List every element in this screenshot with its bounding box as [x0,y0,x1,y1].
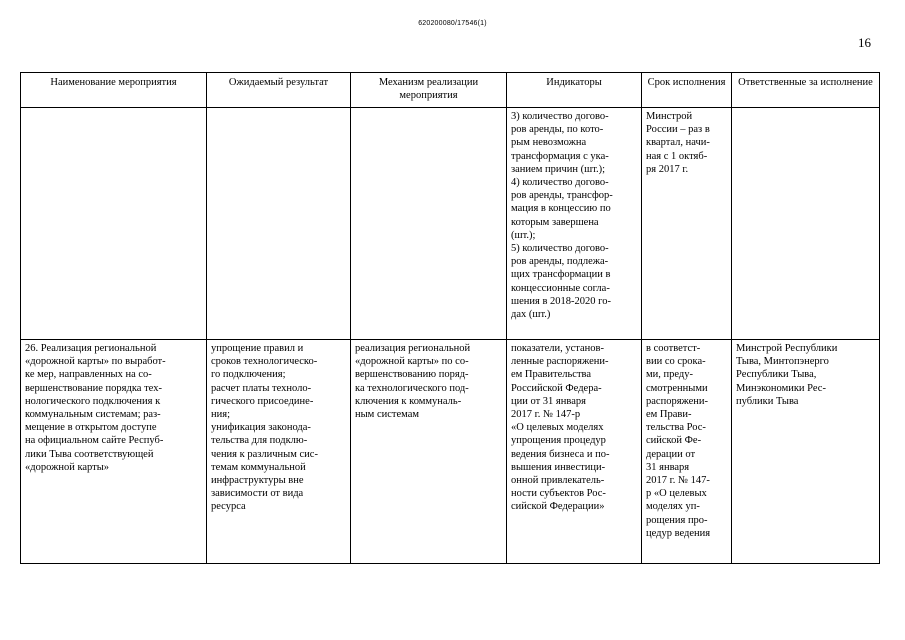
cell-text-line: нологического подключения к [25,395,161,407]
cell-text-line: на официальном сайте Респуб- [25,435,164,447]
cell-text-line: концессионные согла- [511,282,610,294]
cell-text-line: р «О целевых [646,488,707,500]
cell-text-line: Минстрой Республики [736,343,838,354]
cell-text-line: квартал, начи- [646,137,710,149]
cell-text-line: ресурса [211,501,246,513]
cell-text-line: цедур ведения [646,527,711,539]
cell-text-line: дах (шт.) [511,309,551,321]
cell-deadline [642,340,732,564]
cell-text-line: мация в концессию по [511,203,611,215]
cell-text-line: которым завершена [511,216,599,228]
cell-text-line: чения к различным сис- [211,448,318,460]
cell-text-line: ведения бизнеса и по- [511,448,610,460]
column-header-measure-name: Наименование мероприятия [21,73,207,108]
cell-responsible [732,108,880,340]
cell-text-line: сроков технологическо- [211,356,318,368]
cell-text-line: щих трансформации в [511,269,611,281]
cell-text-line: 31 января [646,461,690,473]
column-header-responsible: Ответственные за исполнение [732,73,880,108]
cell-text-line: ции от 31 января [511,395,586,407]
column-header-expected-result: Ожидаемый результат [207,73,351,108]
cell-text-line: 26. Реализация региональной [25,343,157,354]
cell-text-line: в соответст- [646,343,701,354]
cell-text-line: вершенствование порядка тех- [25,382,162,394]
cell-text-line: сийской Федерации» [511,501,605,513]
cell-text-line: сийской Фе- [646,435,702,447]
cell-text-line: смотренными [646,382,708,394]
cell-text-line: ми, преду- [646,369,693,381]
cell-text-line: рощения про- [646,514,708,526]
cell-text-line: Минэкономики Рес- [736,382,826,394]
cell-text-line: ря 2017 г. [646,163,689,175]
cell-text-line: «дорожной карты» [25,461,110,473]
cell-text-line: рым невозможна [511,137,587,149]
cell-text-line: Минстрой [646,111,693,122]
table-header-row [21,73,880,108]
cell-text-line: расчет платы техноло- [211,382,312,394]
cell-text-line: онной привлекатель- [511,475,605,487]
cell-text-line: ности субъектов Рос- [511,488,606,500]
cell-text-line: Тыва, Минтопэнерго [736,356,829,368]
cell-measure-name [21,108,207,340]
cell-expected-result [207,340,351,564]
page-number: 16 [858,35,871,50]
cell-expected-result [207,108,351,340]
cell-text-line: «О целевых моделях [511,422,604,434]
cell-text-line: реализация региональной [355,343,471,354]
cell-text-line: вершенствованию поряд- [355,369,469,381]
cell-text-line: ров аренды, трансфор- [511,190,613,202]
cell-text-line: зависимости от вида [211,488,304,500]
cell-measure-name [21,340,207,564]
cell-text-line: «дорожной карты» по выработ- [25,356,166,368]
column-header-deadline: Срок исполнения [642,73,732,108]
measures-table [20,72,880,564]
table-row [21,340,880,564]
cell-text-line: моделях уп- [646,501,700,513]
document-id: 620200080/17546(1) [418,20,487,27]
cell-text-line: 5) количество догово- [511,243,609,255]
cell-text-line: упрощения процедур [511,435,606,447]
cell-text-line: вии со срока- [646,356,706,368]
cell-text-line: мещение в открытом доступе [25,422,157,434]
cell-text-line: тельства для подклю- [211,435,308,447]
cell-text-line: унификация законода- [211,422,311,434]
cell-text-line: лики Тыва соответствующей [25,448,154,460]
cell-indicators [507,340,642,564]
cell-text-line: 2017 г. № 147-р [511,409,581,421]
cell-text-line: Республики Тыва, [736,369,817,381]
cell-indicators [507,108,642,340]
cell-text-line: гического присоедине- [211,395,314,407]
cell-text-line: (шт.); [511,229,536,241]
cell-text-line: ка технологического под- [355,382,469,394]
table-row [21,108,880,340]
cell-text-line: ным системам [355,409,420,421]
column-header-indicators: Индикаторы [507,73,642,108]
cell-text-line: ке мер, направленных на со- [25,369,152,381]
cell-text-line: 2017 г. № 147- [646,475,710,487]
cell-text-line: вышения инвестици- [511,461,606,473]
cell-text-line: упрощение правил и [211,343,304,354]
cell-text-line: России – раз в [646,124,710,136]
cell-deadline [642,108,732,340]
cell-text-line: трансформация с ука- [511,150,609,162]
cell-text-line: ленные распоряжени- [511,356,609,368]
table-body [21,108,880,564]
cell-text-line: темам коммунальной [211,461,306,473]
cell-mechanism [351,340,507,564]
cell-text-line: ем Правительства [511,369,592,381]
cell-responsible [732,340,880,564]
cell-text-line: публики Тыва [736,395,799,407]
cell-text-line: го подключения; [211,369,286,381]
cell-text-line: показатели, установ- [511,343,604,354]
cell-text-line: дерации от [646,448,696,460]
cell-text-line: Российской Федера- [511,382,602,394]
cell-mechanism [351,108,507,340]
cell-text-line: ключения к коммуналь- [355,395,462,407]
cell-text-line: ная с 1 октяб- [646,150,708,162]
cell-text-line: ния; [211,409,230,421]
cell-text-line: занием причин (шт.); [511,163,606,175]
cell-text-line: ров аренды, подлежа- [511,256,609,268]
column-header-mechanism: Механизм реализации мероприятия [351,73,507,108]
cell-text-line: тельства Рос- [646,422,706,434]
cell-text-line: 4) количество догово- [511,177,609,189]
cell-text-line: шения в 2018-2020 го- [511,295,611,307]
cell-text-line: инфраструктуры вне [211,475,304,487]
cell-text-line: распоряжени- [646,395,709,407]
cell-text-line: коммунальным системам; раз- [25,409,161,421]
cell-text-line: ров аренды, по кото- [511,124,604,136]
cell-text-line: «дорожной карты» по со- [355,356,469,368]
cell-text-line: 3) количество догово- [511,111,609,122]
cell-text-line: ем Прави- [646,409,692,421]
